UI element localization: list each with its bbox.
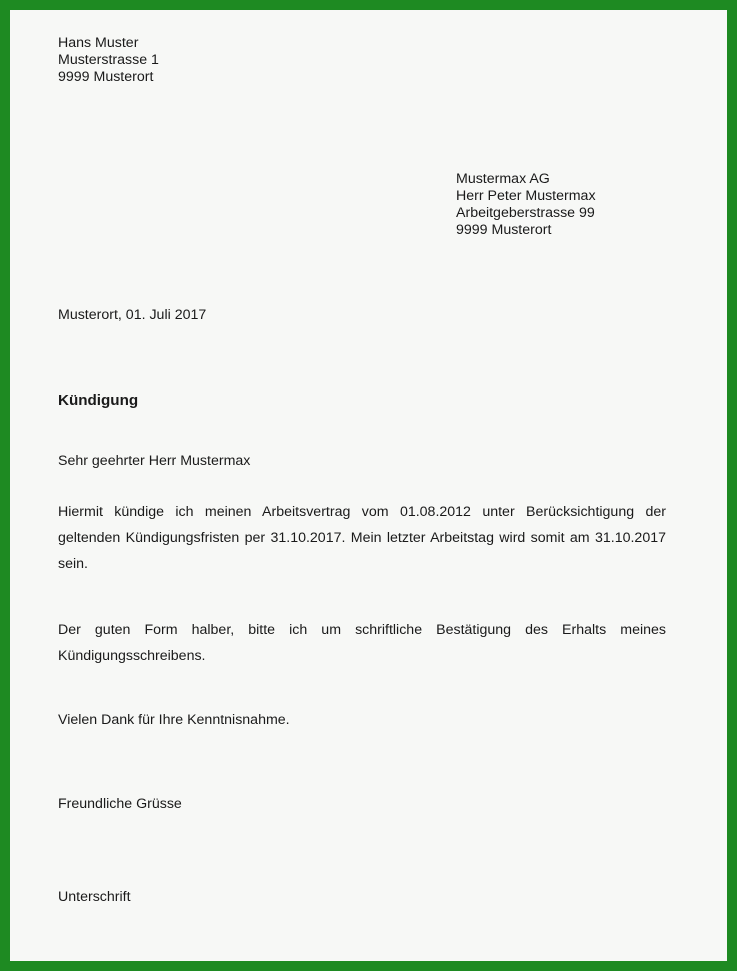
recipient-person: Herr Peter Mustermax bbox=[456, 188, 596, 204]
letter-date: Musterort, 01. Juli 2017 bbox=[58, 307, 207, 323]
letter-subject: Kündigung bbox=[58, 392, 139, 409]
salutation: Sehr geehrter Herr Mustermax bbox=[58, 453, 251, 469]
signature-line: Unterschrift bbox=[58, 889, 131, 905]
letter-page bbox=[10, 10, 727, 961]
sender-address bbox=[58, 35, 159, 86]
recipient-city: 9999 Musterort bbox=[456, 222, 552, 238]
paragraph-1-line-3: sein. bbox=[58, 556, 88, 572]
sender-street: Musterstrasse 1 bbox=[58, 52, 159, 68]
sender-city: 9999 Musterort bbox=[58, 69, 154, 85]
paragraph-1-line-2: geltenden Kündigungsfristen per 31.10.2017. Mein letzter Arbeitstag wird somit am 31.10.2017 bbox=[58, 530, 666, 546]
paragraph-2-line-1: Der guten Form halber, bitte ich um schriftliche Bestätigung des Erhalts meines bbox=[58, 622, 666, 638]
sender-name: Hans Muster bbox=[58, 35, 139, 51]
body-paragraph-2 bbox=[58, 617, 666, 669]
paragraph-1-line-1: Hiermit kündige ich meinen Arbeitsvertrag vom 01.08.2012 unter Berücksichtigung der bbox=[58, 504, 666, 520]
thanks-line: Vielen Dank für Ihre Kenntnisnahme. bbox=[58, 712, 290, 728]
recipient-street: Arbeitgeberstrasse 99 bbox=[456, 205, 595, 221]
body-paragraph-1 bbox=[58, 499, 666, 577]
closing-greeting: Freundliche Grüsse bbox=[58, 796, 182, 812]
paragraph-2-line-2: Kündigungsschreibens. bbox=[58, 648, 206, 664]
recipient-address bbox=[456, 171, 596, 239]
recipient-company: Mustermax AG bbox=[456, 171, 550, 187]
